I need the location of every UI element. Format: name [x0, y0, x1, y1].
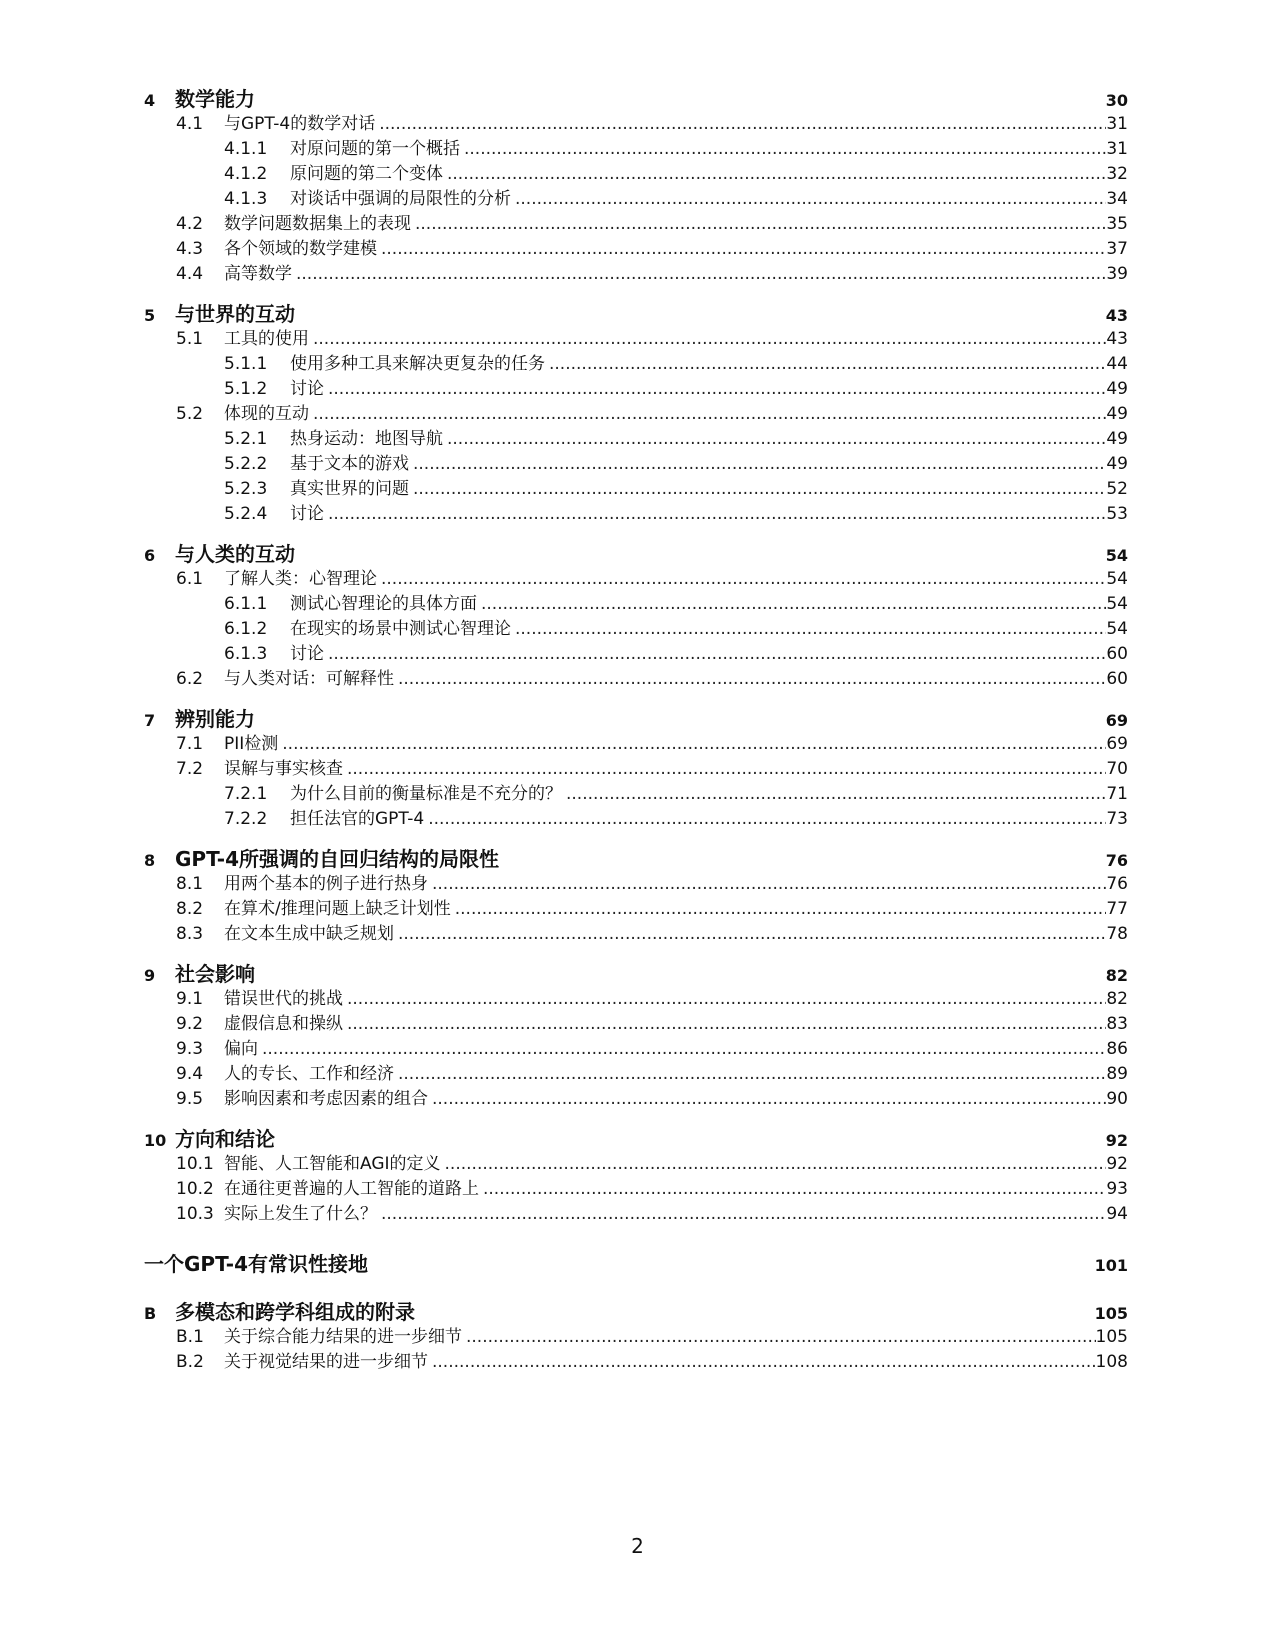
toc-entry-number: 8.1 [176, 874, 204, 894]
toc-dot-leader [515, 617, 1106, 642]
section-gap [144, 1277, 1128, 1299]
section-gap [144, 694, 1128, 706]
toc-subsection[interactable] [144, 377, 1128, 402]
toc-dot-leader [566, 782, 1106, 807]
toc-entry-number: 5.2.1 [224, 429, 268, 449]
toc-chapter-number: 9 [144, 966, 156, 985]
toc-subsection[interactable] [144, 642, 1128, 667]
toc-entry-page: 49 [1106, 429, 1128, 449]
toc-section[interactable] [144, 897, 1128, 922]
toc-entry-number: 7.2 [176, 759, 204, 779]
toc-entry-page: 49 [1106, 404, 1128, 424]
section-gap [144, 949, 1128, 961]
toc-entry-title: 测试心智理论的具体方面 [290, 594, 477, 614]
toc-entry-page: 31 [1106, 139, 1128, 159]
toc-entry-title: 错误世代的挑战 [224, 989, 343, 1009]
toc-entry-title: 各个领域的数学建模 [224, 239, 377, 259]
toc-entry-title: 热身运动：地图导航 [290, 429, 443, 449]
toc-dot-leader [328, 502, 1106, 527]
toc-section[interactable] [144, 237, 1128, 262]
section-gap [144, 1114, 1128, 1126]
toc-entry-title: 影响因素和考虑因素的组合 [224, 1089, 428, 1109]
toc-entry-title: 在通往更普遍的人工智能的道路上 [224, 1179, 479, 1199]
toc-entry-title: 数学问题数据集上的表现 [224, 214, 411, 234]
toc-entry-title: 工具的使用 [224, 329, 309, 349]
toc-entry-page: 35 [1106, 214, 1128, 234]
toc-entry-title: 在现实的场景中测试心智理论 [290, 619, 511, 639]
toc-entry-title: 在算术/推理问题上缺乏计划性 [224, 899, 451, 919]
toc-dot-leader [464, 137, 1106, 162]
toc-entry-page: 54 [1106, 569, 1128, 589]
toc-entry-number: 5.1 [176, 329, 204, 349]
section-gap [144, 289, 1128, 301]
toc-entry-number: 5.1.1 [224, 354, 268, 374]
toc-subsection[interactable] [144, 477, 1128, 502]
toc-entry-number: 4.3 [176, 239, 204, 259]
toc-section[interactable] [144, 1350, 1128, 1375]
toc-entry-page: 94 [1106, 1204, 1128, 1224]
toc-dot-leader [432, 1087, 1106, 1112]
toc-entry-page: 60 [1106, 644, 1128, 664]
toc-chapter-title: 多模态和跨学科组成的附录 [175, 1300, 415, 1324]
toc-chapter-number: 10 [144, 1131, 167, 1150]
toc-chapter-number: 8 [144, 851, 156, 870]
toc-chapter-page: 101 [1094, 1256, 1128, 1275]
section-gap [144, 834, 1128, 846]
toc-dot-leader [432, 872, 1106, 897]
toc-entry-page: 32 [1106, 164, 1128, 184]
toc-dot-leader [415, 212, 1106, 237]
toc-entry-number: 4.1.2 [224, 164, 268, 184]
toc-entry-title: 智能、人工智能和AGI的定义 [224, 1154, 441, 1174]
toc-entry-page: 49 [1106, 454, 1128, 474]
toc-entry-number: 9.4 [176, 1064, 204, 1084]
toc-dot-leader [328, 377, 1106, 402]
toc-dot-leader [447, 162, 1106, 187]
toc-entry-number: 6.2 [176, 669, 204, 689]
toc-chapter-page: 76 [1105, 851, 1128, 870]
toc-dot-leader [282, 732, 1106, 757]
toc-entry-page: 73 [1106, 809, 1128, 829]
toc-chapter[interactable] [144, 1126, 1128, 1152]
toc-section[interactable] [144, 327, 1128, 352]
toc-entry-page: 69 [1106, 734, 1128, 754]
page-number: 2 [631, 1534, 644, 1558]
toc-entry-title: 真实世界的问题 [290, 479, 409, 499]
toc-entry-number: 4.1.1 [224, 139, 268, 159]
toc-section[interactable] [144, 212, 1128, 237]
toc-section[interactable] [144, 1012, 1128, 1037]
toc-entry-page: 77 [1106, 899, 1128, 919]
toc-section[interactable] [144, 1152, 1128, 1177]
toc-entry-page: 37 [1106, 239, 1128, 259]
toc-dot-leader [379, 112, 1106, 137]
toc-dot-leader [313, 327, 1106, 352]
toc-dot-leader [381, 567, 1106, 592]
toc-section[interactable] [144, 262, 1128, 287]
toc-chapter-number: 4 [144, 91, 156, 110]
toc-section[interactable] [144, 112, 1128, 137]
toc-entry-page: 44 [1106, 354, 1128, 374]
toc-section[interactable] [144, 1325, 1128, 1350]
toc-section[interactable] [144, 872, 1128, 897]
toc-subsection[interactable] [144, 807, 1128, 832]
toc-chapter[interactable] [144, 961, 1128, 987]
toc-dot-leader [398, 1062, 1106, 1087]
toc-entry-page: 105 [1095, 1327, 1128, 1347]
toc-entry-title: 与人类对话：可解释性 [224, 669, 394, 689]
toc-entry-number: 5.1.2 [224, 379, 268, 399]
toc-subsection[interactable] [144, 502, 1128, 527]
toc-chapter[interactable] [144, 541, 1128, 567]
toc-entry-page: 39 [1106, 264, 1128, 284]
toc-section[interactable] [144, 1087, 1128, 1112]
toc-entry-page: 82 [1106, 989, 1128, 1009]
toc-entry-title: PII检测 [224, 734, 279, 754]
toc-entry-page: 78 [1106, 924, 1128, 944]
toc-entry-title: 人的专长、工作和经济 [224, 1064, 394, 1084]
toc-dot-leader [296, 262, 1106, 287]
toc-entry-title: 为什么目前的衡量标准是不充分的？ [290, 784, 562, 804]
toc-entry-title: 体现的互动 [224, 404, 309, 424]
toc-entry-page: 52 [1106, 479, 1128, 499]
toc-entry-number: 10.1 [176, 1154, 214, 1174]
toc-entry-page: 83 [1106, 1014, 1128, 1034]
toc-entry-page: 70 [1106, 759, 1128, 779]
toc-dot-leader [515, 187, 1106, 212]
toc-chapter-page: 69 [1105, 711, 1128, 730]
toc-entry-page: 43 [1106, 329, 1128, 349]
toc-entry-title: 虚假信息和操纵 [224, 1014, 343, 1034]
toc-entry-title: 对谈话中强调的局限性的分析 [290, 189, 511, 209]
toc-entry-title: 对原问题的第一个概括 [290, 139, 460, 159]
toc-chapter-title: 数学能力 [175, 87, 255, 111]
toc-chapter-page: 54 [1105, 546, 1128, 565]
toc-chapter-title: 辨别能力 [175, 707, 255, 731]
toc-entry-number: 6.1 [176, 569, 204, 589]
toc-section[interactable] [144, 732, 1128, 757]
toc-entry-number: 6.1.2 [224, 619, 268, 639]
toc-entry-title: 关于视觉结果的进一步细节 [224, 1352, 428, 1372]
toc-dot-leader [413, 477, 1106, 502]
toc-chapter[interactable] [144, 301, 1128, 327]
toc-dot-leader [398, 922, 1106, 947]
toc-chapter-title: GPT-4所强调的自回归结构的局限性 [175, 847, 499, 871]
toc-subsection[interactable] [144, 592, 1128, 617]
toc-entry-number: 5.2.4 [224, 504, 268, 524]
toc-entry-number: 4.4 [176, 264, 204, 284]
toc-entry-number: 9.1 [176, 989, 204, 1009]
toc-chapter[interactable] [144, 1251, 1128, 1277]
toc-entry-title: 在文本生成中缺乏规划 [224, 924, 394, 944]
toc-entry-page: 108 [1095, 1352, 1128, 1372]
toc-entry-title: 关于综合能力结果的进一步细节 [224, 1327, 462, 1347]
toc-entry-number: 6.1.1 [224, 594, 268, 614]
table-of-contents [144, 86, 1128, 1375]
toc-section[interactable] [144, 402, 1128, 427]
toc-section[interactable] [144, 1037, 1128, 1062]
toc-entry-number: 4.1 [176, 114, 204, 134]
toc-chapter-number: 7 [144, 711, 156, 730]
toc-section[interactable] [144, 987, 1128, 1012]
toc-subsection[interactable] [144, 137, 1128, 162]
toc-section[interactable] [144, 667, 1128, 692]
toc-entry-number: B.1 [176, 1327, 204, 1347]
toc-entry-number: 9.2 [176, 1014, 204, 1034]
toc-chapter-page: 43 [1105, 306, 1128, 325]
toc-entry-title: 高等数学 [224, 264, 292, 284]
toc-section[interactable] [144, 922, 1128, 947]
toc-chapter-title: 社会影响 [175, 962, 255, 986]
toc-entry-page: 54 [1106, 594, 1128, 614]
toc-dot-leader [455, 897, 1107, 922]
toc-entry-page: 31 [1106, 114, 1128, 134]
toc-entry-title: 偏向 [224, 1039, 258, 1059]
toc-entry-title: 讨论 [290, 504, 324, 524]
toc-section[interactable] [144, 567, 1128, 592]
toc-entry-title: 讨论 [290, 379, 324, 399]
toc-entry-title: 基于文本的游戏 [290, 454, 409, 474]
toc-entry-number: B.2 [176, 1352, 204, 1372]
toc-entry-number: 8.3 [176, 924, 204, 944]
toc-entry-page: 54 [1106, 619, 1128, 639]
toc-entry-title: 用两个基本的例子进行热身 [224, 874, 428, 894]
toc-entry-title: 与GPT-4的数学对话 [224, 114, 376, 134]
toc-entry-page: 53 [1106, 504, 1128, 524]
toc-entry-title: 误解与事实核查 [224, 759, 343, 779]
toc-entry-title: 实际上发生了什么？ [224, 1204, 377, 1224]
toc-chapter-number: B [144, 1304, 157, 1323]
toc-entry-title: 讨论 [290, 644, 324, 664]
toc-chapter[interactable] [144, 846, 1128, 872]
toc-dot-leader [381, 1202, 1106, 1227]
toc-chapter-page: 105 [1094, 1304, 1128, 1323]
toc-subsection[interactable] [144, 352, 1128, 377]
toc-entry-page: 34 [1106, 189, 1128, 209]
toc-dot-leader [313, 402, 1106, 427]
toc-entry-number: 4.1.3 [224, 189, 268, 209]
toc-chapter-title: 与世界的互动 [175, 302, 295, 326]
toc-entry-number: 4.2 [176, 214, 204, 234]
toc-dot-leader [481, 592, 1106, 617]
toc-chapter-number: 6 [144, 546, 156, 565]
toc-section[interactable] [144, 1177, 1128, 1202]
toc-entry-page: 71 [1106, 784, 1128, 804]
toc-entry-page: 76 [1106, 874, 1128, 894]
toc-entry-title: 担任法官的GPT-4 [290, 809, 425, 829]
toc-dot-leader [413, 452, 1106, 477]
toc-subsection[interactable] [144, 427, 1128, 452]
toc-subsection[interactable] [144, 187, 1128, 212]
toc-chapter[interactable] [144, 706, 1128, 732]
toc-entry-page: 60 [1106, 669, 1128, 689]
toc-entry-page: 90 [1106, 1089, 1128, 1109]
toc-dot-leader [347, 987, 1106, 1012]
toc-dot-leader [447, 427, 1106, 452]
toc-subsection[interactable] [144, 162, 1128, 187]
toc-entry-number: 10.3 [176, 1204, 214, 1224]
toc-dot-leader [428, 807, 1106, 832]
toc-dot-leader [432, 1350, 1096, 1375]
toc-subsection[interactable] [144, 452, 1128, 477]
toc-entry-number: 5.2.3 [224, 479, 268, 499]
toc-subsection[interactable] [144, 617, 1128, 642]
toc-section[interactable] [144, 1202, 1128, 1227]
toc-chapter-page: 92 [1105, 1131, 1128, 1150]
toc-dot-leader [549, 352, 1106, 377]
toc-chapter-title: 一个GPT-4有常识性接地 [144, 1252, 368, 1276]
toc-entry-number: 5.2.2 [224, 454, 268, 474]
toc-entry-page: 86 [1106, 1039, 1128, 1059]
section-gap [144, 1229, 1128, 1251]
toc-entry-number: 7.2.2 [224, 809, 268, 829]
toc-dot-leader [483, 1177, 1106, 1202]
toc-entry-number: 8.2 [176, 899, 204, 919]
toc-chapter-page: 82 [1105, 966, 1128, 985]
toc-chapter[interactable] [144, 86, 1128, 112]
toc-entry-page: 89 [1106, 1064, 1128, 1084]
toc-entry-number: 5.2 [176, 404, 204, 424]
section-gap [144, 529, 1128, 541]
toc-dot-leader [466, 1325, 1096, 1350]
toc-entry-title: 了解人类：心智理论 [224, 569, 377, 589]
toc-chapter[interactable] [144, 1299, 1128, 1325]
toc-entry-number: 7.1 [176, 734, 204, 754]
toc-entry-number: 9.5 [176, 1089, 204, 1109]
toc-entry-title: 原问题的第二个变体 [290, 164, 443, 184]
toc-dot-leader [328, 642, 1106, 667]
toc-chapter-title: 方向和结论 [175, 1127, 275, 1151]
toc-dot-leader [262, 1037, 1106, 1062]
toc-entry-page: 92 [1106, 1154, 1128, 1174]
toc-chapter-title: 与人类的互动 [175, 542, 295, 566]
toc-entry-page: 93 [1106, 1179, 1128, 1199]
toc-subsection[interactable] [144, 782, 1128, 807]
toc-dot-leader [347, 757, 1106, 782]
toc-section[interactable] [144, 1062, 1128, 1087]
toc-entry-number: 6.1.3 [224, 644, 268, 664]
toc-chapter-number: 5 [144, 306, 156, 325]
toc-section[interactable] [144, 757, 1128, 782]
toc-entry-number: 10.2 [176, 1179, 214, 1199]
toc-dot-leader [445, 1152, 1107, 1177]
toc-dot-leader [347, 1012, 1106, 1037]
toc-dot-leader [398, 667, 1106, 692]
toc-entry-page: 49 [1106, 379, 1128, 399]
toc-dot-leader [381, 237, 1106, 262]
toc-entry-number: 9.3 [176, 1039, 204, 1059]
toc-entry-title: 使用多种工具来解决更复杂的任务 [290, 354, 545, 374]
toc-chapter-page: 30 [1105, 91, 1128, 110]
toc-entry-number: 7.2.1 [224, 784, 268, 804]
